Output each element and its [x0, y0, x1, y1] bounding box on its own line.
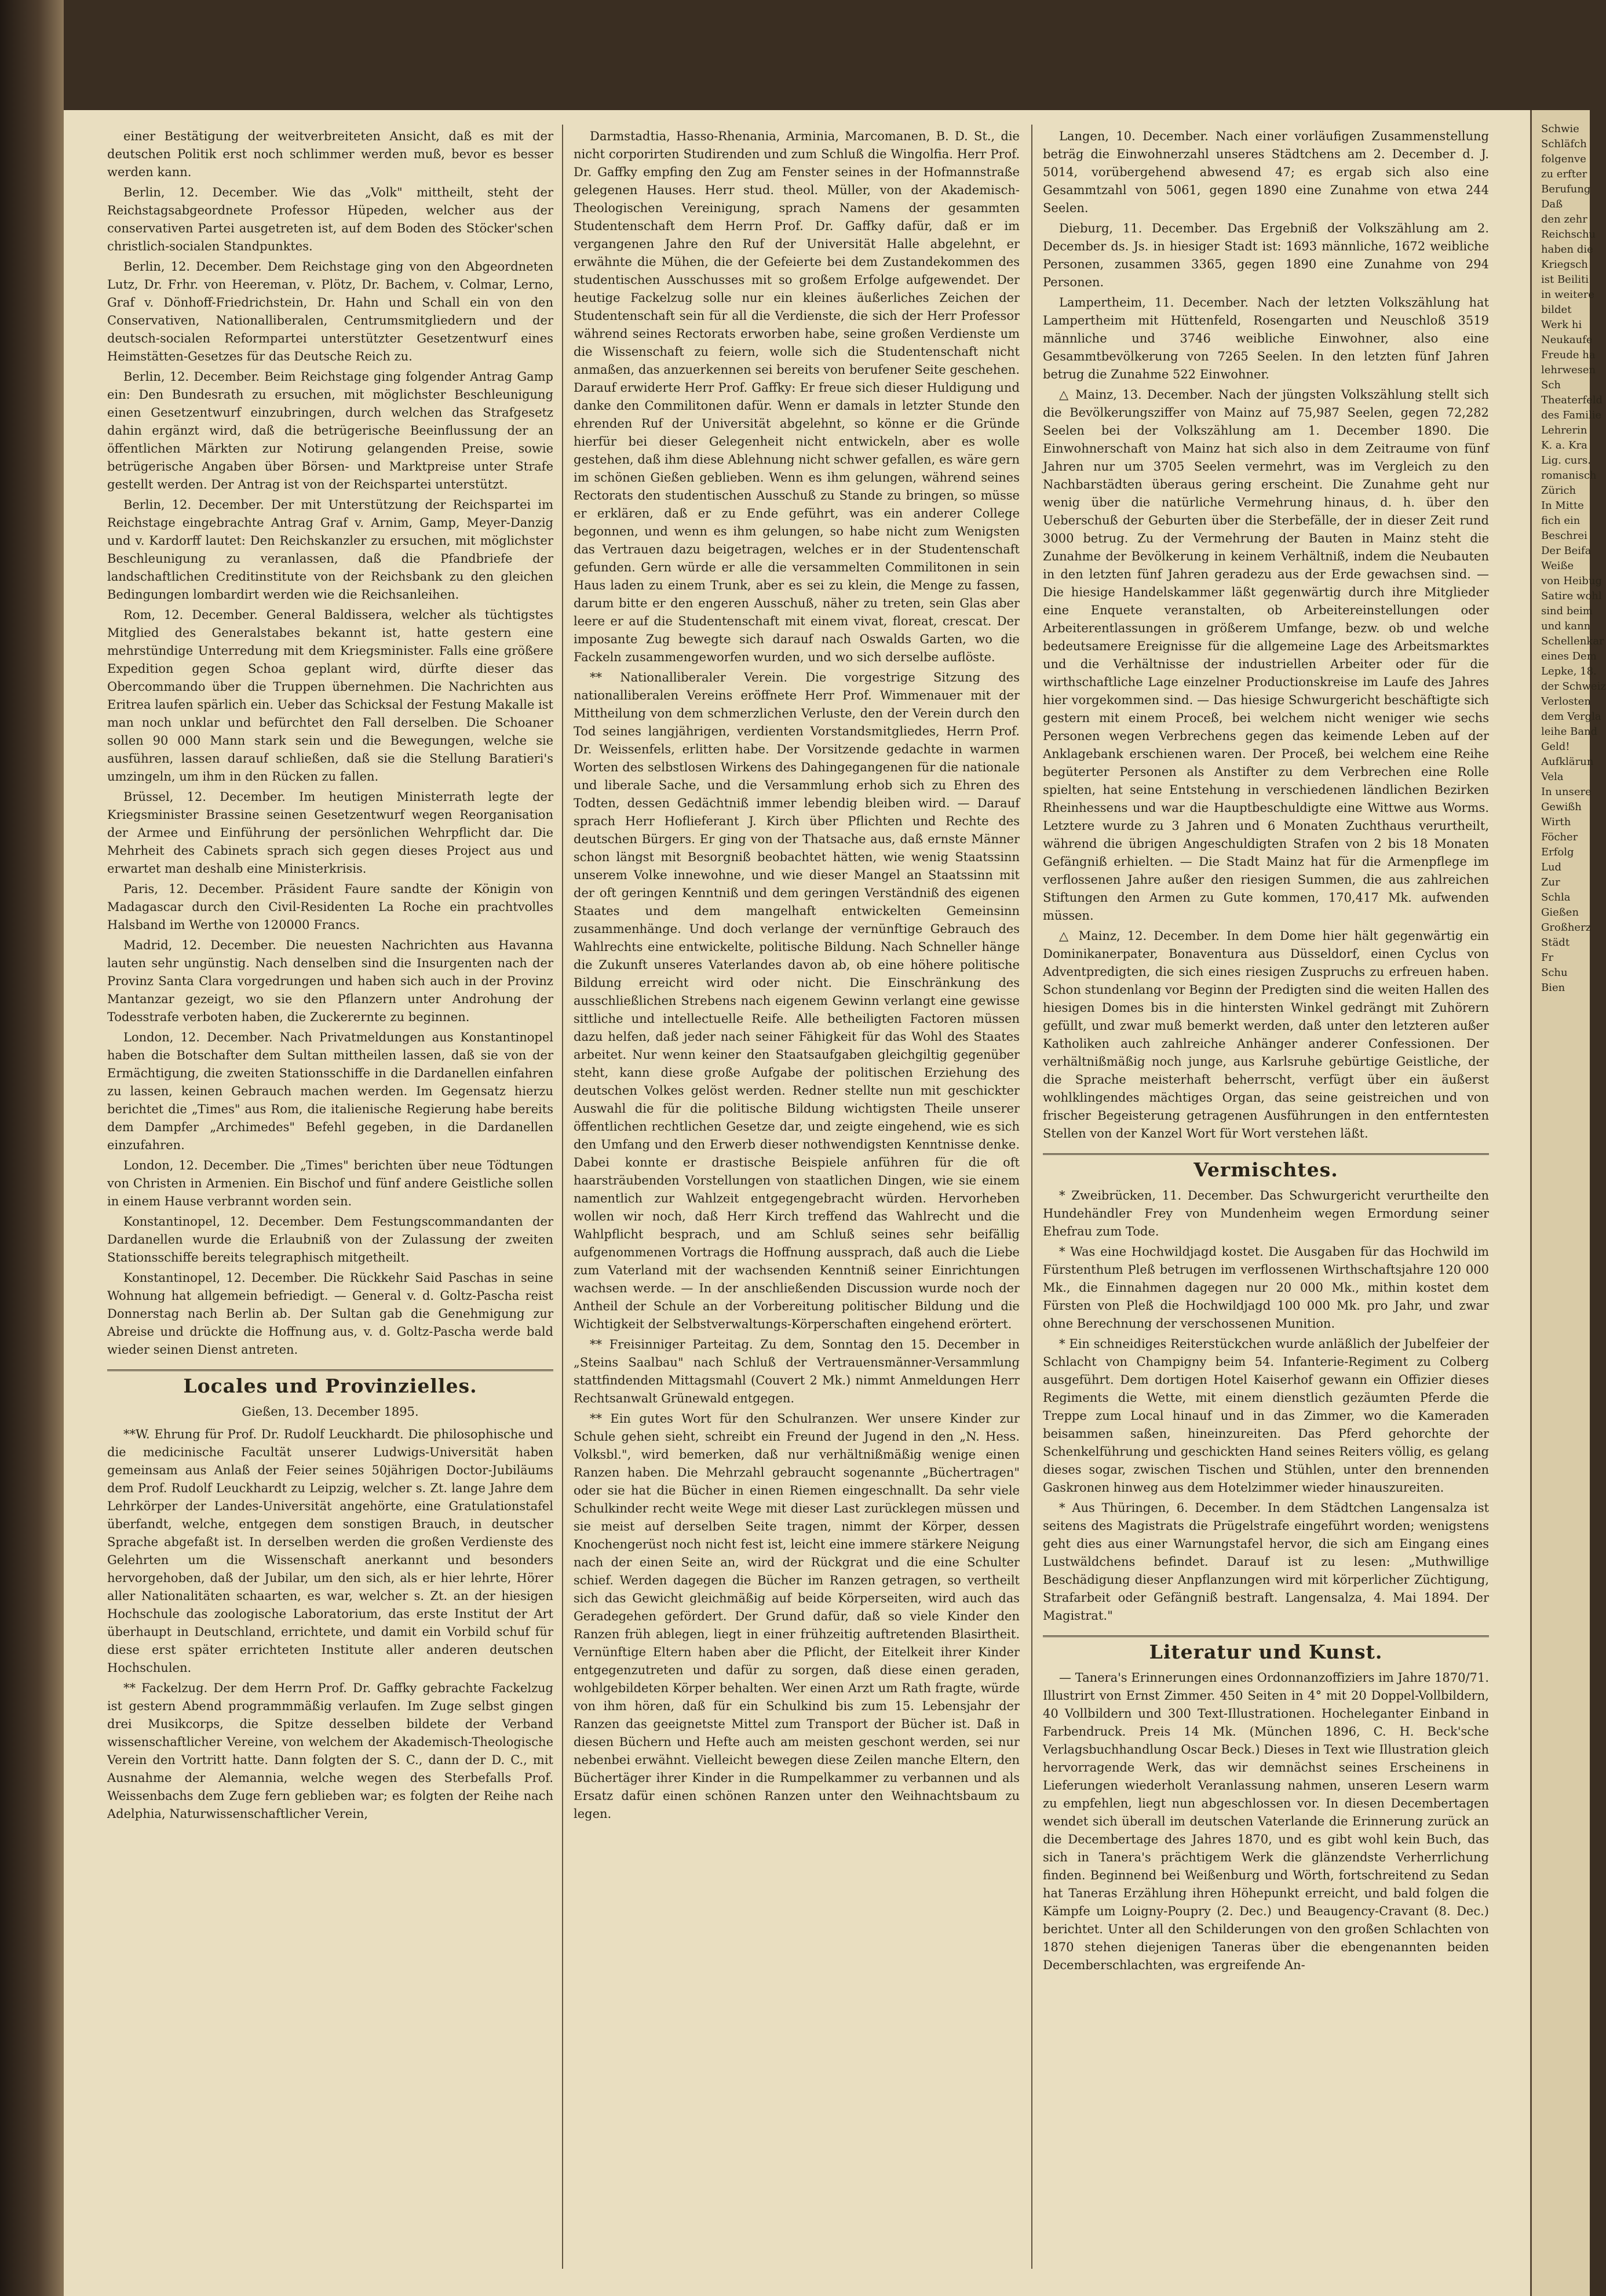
side-strip-line: Zürich: [1541, 484, 1576, 497]
side-strip-line: Reichschu: [1541, 228, 1596, 240]
section-heading-vermischtes: Vermischtes.: [1043, 1153, 1489, 1179]
side-strip-line: Lig. curs.: [1541, 454, 1591, 467]
column-rule: [1031, 125, 1032, 2269]
side-strip-line: Schla: [1541, 891, 1571, 903]
side-strip-line: fich ein: [1541, 515, 1581, 527]
side-strip-line: leihe Band: [1541, 726, 1598, 738]
side-strip-line: Beschrei: [1541, 530, 1587, 542]
side-strip-line: Städt: [1541, 936, 1570, 949]
article: Konstantinopel, 12. December. Dem Festungscommandanten der Dardanellen wurde die Erlaubniß von der Zulassung der zweiten Stationsschiffe bereits telegraphisch mitgetheilt.: [107, 1215, 553, 1264]
side-strip-line: des Familie: [1541, 409, 1602, 421]
side-strip-line: Fr: [1541, 952, 1554, 964]
side-strip-line: in weitere: [1541, 289, 1595, 301]
article: Dieburg, 11. December. Das Ergebniß der Volkszählung am 2. December ds. Js. in hiesiger Stadt ist: 1693 männliche, 1672 weibliche Personen, zusammen 3365, gegen 1890 eine Zunahme von 294 Personen.: [1043, 221, 1489, 289]
side-strip-line: In unsere: [1541, 786, 1592, 798]
side-strip-line: Aufklärun: [1541, 756, 1594, 768]
article: Konstantinopel, 12. December. Die Rückkehr Said Paschas in seine Wohnung hat allgemein befriedigt. — General v. d. Goltz-Pascha reist Donnerstag nach Berlin ab. Der Sultan gab die Genehmigung zur Abreise und drückte die Hoffnung aus, v. d. Goltz-Pascha werde bald wieder seinen Dienst antreten.: [107, 1271, 553, 1357]
article: * Ein schneidiges Reiterstückchen wurde anläßlich der Jubelfeier der Schlacht von Champigny beim 54. Infanterie-Regiment zu Colberg ausgeführt. Dem dortigen Hotel Kaiserhof gewann ein Offizier dieses Regiments die Wette, mit einem dienstlich gezäumten Pferde die Treppe zum Local hinauf und in das Zimmer, wo die Kameraden beisammen saßen, hineinzureiten. Das Pferd gehorchte der Schenkelführung und geschickten Hand seines Reiters völlig, es gelang dieses sogar, zwischen Tischen und Stühlen, unter den brennenden Gaskronen hinweg aus dem Hotelzimmer wieder hinauszureiten.: [1043, 1337, 1489, 1495]
article: * Aus Thüringen, 6. December. In dem Städtchen Langensalza ist seitens des Magistrats die Prügelstrafe eingeführt worden; wenigstens geht dies aus einer Warnungstafel hervor, die sich am Eingang eines Lustwäldchens befindet. Darauf ist zu lesen: „Muthwillige Beschädigung dieser Anpflanzungen wird mit körperlicher Züchtigung, Strafarbeit oder Gefängniß bestraft. Langensalza, 4. Mai 1894. Der Magistrat.": [1043, 1501, 1489, 1623]
side-strip-line: Neukaufe: [1541, 334, 1593, 346]
next-page-fragment: [1541, 122, 1606, 996]
side-strip-line: Werk hi: [1541, 319, 1582, 331]
article: London, 12. December. Die „Times" berichten über neue Tödtungen von Christen in Armenien. Ein Bischof und fünf andere Geistliche sollen in einem Hause verbrannt worden sein.: [107, 1158, 553, 1208]
side-strip-line: Föcher: [1541, 831, 1578, 843]
side-strip-line: Satire wohl: [1541, 590, 1602, 602]
column-1: [107, 127, 553, 1825]
article: Rom, 12. December. General Baldissera, welcher als tüchtigstes Mitglied des Generalstabes bekannt ist, hatte gestern eine mehrstündige Unterredung mit dem Kriegsminister. Falls eine größere Expedition gegen Schoa geplant wird, dürfte dieser das Obercommando über die Truppen übernehmen. Die Nachrichten aus Eritrea laufen spärlich ein. Ueber das Schicksal der Festung Makalle ist man noch unklar und befürchtet den Fall derselben. Die Schoaner sollen 90 000 Mann stark sein und die Bewegungen, welche sie ausführen, lassen darauf schließen, daß sie die Stellung Baratieri's umzingeln, um ihm in den Rücken zu fallen.: [107, 608, 553, 783]
side-strip-line: Gießen: [1541, 906, 1579, 919]
column-2: [574, 127, 1020, 1825]
side-strip-line: Der Beifa: [1541, 545, 1592, 557]
side-strip-line: folgenve: [1541, 153, 1586, 165]
article: * Zweibrücken, 11. December. Das Schwurgericht verurtheilte den Hundehändler Frey von Mundenheim wegen Ermordung seiner Ehefrau zum Tode.: [1043, 1189, 1489, 1238]
side-strip-line: Erfolg: [1541, 846, 1574, 858]
side-strip-line: Theaterfeld: [1541, 394, 1603, 406]
article: Darmstadtia, Hasso-Rhenania, Arminia, Marcomanen, B. D. St., die nicht corporirten Studirenden und zum Schluß die Wingolfia. Herr Prof. Dr. Gaffky empfing den Zug am Fenster seines in der Hofmannstraße gelegenen Hauses. Herr stud. theol. Müller, von der Akademisch-Theologischen Vereinigung, sprach Namens der gesammten Studentenschaft dem Herrn Prof. Dr. Gaffky dafür, daß er im vergangenen Jahre den Ruf der Universität Halle abgelehnt, er erwähnte die Mühen, die der Gefeierte bei dem Zustandekommen des studentischen Ausschusses mit so großem Erfolge aufgewendet. Der heutige Fackelzug solle nur ein kleines äußerliches Zeichen der Studentenschaft sein für all die Verdienste, die sich der Herr Professor während seines Rectorats erworben habe, seine großen Verdienste um die Wissenschaft zu feiern, wolle sich die Studentenschaft nicht anmaßen, das anzuerkennen sei bereits von berufener Seite geschehen. Darauf erwiderte Herr Prof. Gaffky: Er freue sich dieser Huldigung und danke den Commilitonen dafür. Wenn er damals in letzter Stunde den ehrenden Ruf der Universität abgelehnt, so könne er die Gründe hierfür bei dieser Gelegenheit nicht entwickeln, aber es wolle gestehen, daß ihm diese Ablehnung nicht schwer gefallen, es wäre gern im schönen Gießen geblieben. Wenn es ihm gelungen, während seines Rectorats den studentischen Ausschuß zu Stande zu bringen, so müsse er erklären, daß er zu Ende geführt, was ein anderer College begonnen, und wenn es ihm gelungen, so habe nicht zum Wenigsten das Vertrauen dazu beigetragen, welches er in der Studentenschaft gefunden. Gern würde er alle die versammelten Commilitonen in sein Haus laden zu einem Trunk, aber es sei zu klein, die Menge zu fassen, darum bitte er den engeren Ausschuß, näher zu treten, sein Glas aber leere er auf die Studentenschaft mit einem vivat, floreat, crescat. Der imposante Zug bewegte sich darauf nach Oswalds Garten, wo die Fackeln zusammengeworfen wurden, und wo sich derselbe auflöste.: [574, 129, 1020, 664]
side-strip-line: Geld!: [1541, 741, 1570, 753]
article: ** Ein gutes Wort für den Schulranzen. Wer unsere Kinder zur Schule gehen sieht, schreibt ein Freund der Jugend in den „N. Hess. Volksbl.", wird bemerken, daß nur verhältnißmäßig wenige einen Ranzen haben. Die Mehrzahl gebraucht sogenannte „Büchertragen" oder sie hat die Bücher in einen Riemen eingeschnallt. Da sehr viele Schulkinder recht weite Wege mit dieser Last zurücklegen müssen und sie meist auf derselben Seite tragen, nimmt der Körper, dessen Knochengerüst noch nicht fest ist, leicht eine immere stärkere Neigung nach der einen Seite an, wird der Rückgrat und die eine Schulter schief. Werden dagegen die Bücher im Ranzen getragen, so vertheilt sich das Gewicht gleichmäßig auf beide Körperseiten, wird auch das Geradegehen gefördert. Der Grund dafür, daß so viele Kinder den Ranzen früh ablegen, liegt in einer frühzeitig auftretenden Blasirtheit. Vernünftige Eltern haben aber die Pflicht, der Eitelkeit ihrer Kinder entgegenzutreten und dafür zu sorgen, daß diese einen geraden, wohlgebildeten Körper behalten. Wer einen Arzt um Rath fragte, würde von ihm hören, daß für ein Schulkind bis zum 15. Lebensjahr der Ranzen das geeignetste Mittel zum Transport der Bücher ist. Daß in diesen Büchern und Hefte auch am meisten geschont werden, sei nur nebenbei erwähnt. Vielleicht bewegen diese Zeilen manche Eltern, den Büchertäger ihrer Kinder in die Rumpelkammer zu verbannen und als Ersatz dafür einen schönen Ranzen unter den Weihnachtsbaum zu legen.: [574, 1412, 1020, 1821]
column-3: [1043, 127, 1489, 1977]
side-strip-line: Berufung: [1541, 183, 1591, 195]
side-strip-line: sind beim: [1541, 605, 1593, 617]
side-strip-line: den zehr: [1541, 213, 1587, 225]
side-strip-line: Zur: [1541, 876, 1560, 888]
article: △ Mainz, 13. December. Nach der jüngsten Volkszählung stellt sich die Bevölkerungsziffer von Mainz auf 75,987 Seelen, gegen 72,282 Seelen bei der Volkszählung am 1. December 1890. Die Einwohnerschaft von Mainz hat sich also in dem Zeitraume von fünf Jahren nur um 3705 Seelen vermehrt, was im Vergleich zu den Nachbarstädten überaus gering erscheint. Die Zunahme geht nur wenig über die natürliche Vermehrung hinaus, d. h. über den Ueberschuß der Geburten über die Sterbefälle, der in dieser Zeit rund 3000 betrug. Zu der Vermehrung der Bauten in Mainz steht die Zunahme der Bevölkerung in keinem Verhältniß, indem die Neubauten in den letzten fünf Jahren geradezu aus der Erde gewachsen sind. — Die hiesige Handelskammer läßt gegenwärtig durch ihre Mitglieder eine Enquete veranstalten, ob Arbeitereinstellungen oder Arbeiterentlassungen in größerem Umfange, bezw. ob und welche bedeutsamere Ereignisse für die allgemeine Lage des Arbeitsmarktes und die Verhältnisse der industriellen Arbeiter oder für die wirthschaftliche Lage einzelner Productionskreise im Laufe des Jahres hier vorgekommen sind. — Das hiesige Schwurgericht beschäftigte sich gestern mit einem Proceß, bei welchem nicht weniger wie sechs Personen wegen Verbrechens gegen das keimende Leben auf der Anklagebank erschienen waren. Der Proceß, bei welchem eine Reihe begüterter Personen als Anstifter zu dem Verbrechen eine Rolle spielten, hat seine Entstehung in verschiedenen ländlichen Bezirken Rheinhessens und war die Hauptbeschuldigte eine Wittwe aus Worms. Letztere wurde zu 3 Jahren und 6 Monaten Zuchthaus verurtheilt, während die übrigen Angeschuldigten Strafen von 2 bis 18 Monaten Gefängniß erhielten. — Die Stadt Mainz hat für die Armenpflege im verflossenen Jahre außer den riesigen Summen, die aus zahlreichen Stiftungen den Armen zu Gute kommen, 170,417 Mk. aufwenden müssen.: [1043, 388, 1489, 923]
article: * Was eine Hochwildjagd kostet. Die Ausgaben für das Hochwild im Fürstenthum Pleß betrugen im verflossenen Wirthschaftsjahre 120 000 Mk., die Einnahmen dagegen nur 20 000 Mk., mithin kostet dem Fürsten von Pleß die Hochwildjagd 100 000 Mk. pro Jahr, und zwar ohne Berechnung der verschossenen Munition.: [1043, 1245, 1489, 1331]
dateline: Gießen, 13. December 1895.: [242, 1405, 419, 1419]
side-strip-line: K. a. Kra: [1541, 439, 1587, 451]
article: Berlin, 12. December. Wie das „Volk" mittheilt, steht der Reichstagsabgeordnete Professor Hüpeden, welcher aus der conservativen Partei ausgetreten ist, auf dem Boden des Stöcker'schen christlich-socialen Standpunktes.: [107, 185, 553, 253]
article: Paris, 12. December. Präsident Faure sandte der Königin von Madagascar durch den Civil-Residenten La Roche ein prachtvolles Halsband im Werthe von 120000 Francs.: [107, 882, 553, 932]
binding-gutter: [0, 0, 64, 2296]
column-rule: [562, 125, 563, 2269]
side-strip-line: Verlosten: [1541, 695, 1591, 708]
side-strip-line: Gewißh: [1541, 801, 1582, 813]
side-strip-line: ist Beiliti: [1541, 274, 1589, 286]
side-strip-line: Sch: [1541, 379, 1561, 391]
article: Lampertheim, 11. December. Nach der letzten Volkszählung hat Lampertheim mit Hüttenfeld, Rosengarten und Neuschloß 3519 männliche und 3746 weibliche Einwohner, also eine Gesammtbevölkerung von 7265 Seelen. In den letzten fünf Jahren betrug die Zunahme 522 Einwohner.: [1043, 296, 1489, 381]
article: △ Mainz, 12. December. In dem Dome hier hält gegenwärtig ein Dominikanerpater, Bonaventura aus Düsseldorf, einen Cyclus von Adventpredigten, die sich eines riesigen Zuspruchs zu erfreuen haben. Schon stundenlang vor Beginn der Predigten sind die weiten Hallen des hiesigen Domes bis in die hintersten Winkel gedrängt mit Zuhörern gefüllt, und zwar muß bemerkt werden, daß unter den letzteren außer Katholiken auch zahlreiche Anhänger anderer Confessionen. Der verhältnißmäßig noch junge, aus Karlsruhe gebürtige Geistliche, der die Sprache meisterhaft beherrscht, verfügt über ein äußerst wohlklingendes mächtiges Organ, das seine geistreichen und von frischer Begeisterung getragenen Ausführungen in den entferntesten Stellen von der Kanzel Wort für Wort verstehen läßt.: [1043, 929, 1489, 1140]
article: ** Freisinniger Parteitag. Zu dem, Sonntag den 15. December in „Steins Saalbau" nach Schluß der Vertrauensmänner-Versammlung stattfindenden Mittagsmahl (Couvert 2 Mk.) nimmt Anmeldungen Herr Rechtsanwalt Grünewald entgegen.: [574, 1337, 1020, 1405]
side-strip-line: zu erfter: [1541, 168, 1587, 180]
side-strip-line: Wirth: [1541, 816, 1571, 828]
side-strip-line: Schwie: [1541, 123, 1579, 135]
section-heading-literatur: Literatur und Kunst.: [1043, 1635, 1489, 1661]
side-strip-line: von Heibug: [1541, 575, 1603, 587]
side-strip-line: Vela: [1541, 771, 1564, 783]
article: ** Nationalliberaler Verein. Die vorgestrige Sitzung des nationalliberalen Vereins eröffnete Herr Prof. Wimmenauer mit der Mittheilung von dem schmerzlichen Verluste, den der Verein durch den Tod seines langjährigen, verdienten Vorstandsmitgliedes, Herrn Prof. Dr. Weissenfels, erlitten habe. Der Vorsitzende gedachte in warmen Worten des selbstlosen Wirkens des Dahingegangenen für die nationale und liberale Sache, und die Versammlung erhob sich zu Ehren des Todten, dessen Gedächtniß immer lebendig bleiben wird. — Darauf sprach Herr Hoflieferant J. Kirch über Pflichten und Rechte des deutschen Bürgers. Er ging von der Thatsache aus, daß ernste Männer schon längst mit Besorgniß beobachtet hätten, wie wenig Staatssinn unserem Volke innewohne, und wie dieser Mangel an Staatssinn mit der oft geringen Kenntniß und dem geringen Verständniß des eigenen Staates und dem mangelhaft entwickelten Gemeinsinn zusammenhänge. Und doch verlange der vernünftige Gebrauch des Wahlrechts eine entwickelte, politische Bildung. Nach Schneller hänge die Zukunft unseres Vaterlandes davon ab, ob eine höhere politische Bildung erreicht wird oder nicht. Die Einschränkung des ausschließlichen Strebens nach eigenem Gewinn verlangt eine gewisse sittliche und intellectuelle Reife. Alle betheiligten Factoren müssen dazu helfen, daß jeder nach seiner Fähigkeit für das Wohl des Staates arbeitet. Nur wenn keiner den Staatsaufgaben gleichgiltig gegenüber steht, kann diese große Aufgabe der politischen Erziehung des deutschen Volkes gelöst werden. Redner stellte nun mit geschickter Auswahl die für die politische Bildung wichtigsten Theile unserer öffentlichen rechtlichen Gesetze dar, und zeigte eingehend, wie es sich den Umfang und den Erwerb dieser nothwendigsten Kenntnisse denke. Dabei konnte er drastische Beispiele anführen für die oft haarsträubenden Vorstellungen von staatlichen Dingen, wie sie einem namentlich zur Wahlzeit entgegengebracht würden. Hervorheben wollen wir noch, daß Herr Kirch treffend das Wahlrecht und die Wahlpflicht besprach, und am Schluß seines sehr beifällig aufgenommenen Vortrags die Hoffnung aussprach, daß auch die Liebe zum Vaterland mit der wachsenden Kenntniß seiner Einrichtungen wachsen werde. — In der anschließenden Discussion wurde noch der Antheil der Schule an der Vorbereitung politischer Bildung und die Wichtigkeit der Selbstverwaltungs-Körperschaften eingehend erörtert.: [574, 670, 1020, 1331]
article: ** Fackelzug. Der dem Herrn Prof. Dr. Gaffky gebrachte Fackelzug ist gestern Abend programmmäßig verlaufen. Im Zuge selbst gingen drei Musikcorps, die Spitze desselben bildete der Verband wissenschaftlicher Vereine, von welchem der Akademisch-Theologische Verein den Vortritt hatte. Dann folgten der S. C., dann der D. C., mit Ausnahme der Alemannia, welche wegen des Sterbefalls Prof. Weissenbachs dem Zuge fern geblieben war; es folgten der Reihe nach Adelphia, Naturwissenschaftlicher Verein,: [107, 1681, 553, 1821]
article: Brüssel, 12. December. Im heutigen Ministerrath legte der Kriegsminister Brassine seinen Gesetzentwurf wegen Reorganisation der Armee und Einführung der persönlichen Wehrpflicht dar. Die Mehrheit des Cabinets sprach sich gegen dieses Project aus und erwartet man deshalb eine Ministerkrisis.: [107, 790, 553, 876]
side-strip-line: der Schweiz: [1541, 680, 1606, 693]
section-heading-locales: Locales und Provinzielles.: [107, 1369, 553, 1395]
side-strip-line: Daß: [1541, 198, 1563, 210]
side-strip-line: und kann: [1541, 620, 1591, 632]
article: Berlin, 12. December. Beim Reichstage ging folgender Antrag Gamp ein: Den Bundesrath zu ersuchen, mit möglichster Beschleunigung einen Gesetzentwurf einzubringen, durch welchen das Strafgesetz dahin ergänzt wird, daß die betrügerische Beeinflussung der an öffentlichen Märkten zur Notirung gelangenden Preise, sowie betrügerische Angaben über Börsen- und Marktpreise unter Strafe gestellt werden. Der Antrag ist von der Reichspartei unterstützt.: [107, 370, 553, 491]
article: **W. Ehrung für Prof. Dr. Rudolf Leuckhardt. Die philosophische und die medicinische Facultät unserer Ludwigs-Universität haben gemeinsam aus Anlaß der Feier seines 50jährigen Doctor-Jubiläums dem Prof. Rudolf Leuckhardt zu Leipzig, welcher s. Zt. lange Jahre dem Lehrkörper der Landes-Universität angehörte, eine Gratulationstafel überfandt, welche, entgegen dem sonstigen Brauch, in deutscher Sprache abgefaßt ist. In derselben werden die großen Verdienste des Gelehrten um die Wissenschaft anerkannt und besonders hervorgehoben, daß der Jubilar, um den sich, als er hier lehrte, Hörer aller Nationalitäten schaarten, es war, welcher s. Zt. an der hiesigen Hochschule das zoologische Laboratorium, das erste Institut der Art überhaupt in Deutschland, errichtete, und damit ein Vorbild schuf für diese erst später errichteten Institute aller anderen deutschen Hochschulen.: [107, 1427, 553, 1675]
side-strip-line: Freude ha: [1541, 349, 1596, 361]
side-strip-line: Lehrerin: [1541, 424, 1587, 436]
side-strip-line: Lepke, 18.: [1541, 665, 1597, 677]
side-strip-line: Kriegsch: [1541, 258, 1588, 271]
side-strip-line: Großherz: [1541, 921, 1592, 934]
side-strip-line: eines Dem: [1541, 650, 1597, 662]
article: Berlin, 12. December. Dem Reichstage ging von den Abgeordneten Lutz, Dr. Frhr. von Heereman, v. Plötz, Dr. Bachem, v. Colmar, Lerno, Graf v. Dönhoff-Friedrichstein, Dr. Hahn und Schall ein von den Conservativen, Nationalliberalen, Centrumsmitgliedern und der deutsch-socialen Reformpartei unterstützter Gesetzentwurf eines Heimstätten-Gesetzes für das Deutsche Reich zu.: [107, 260, 553, 363]
article: einer Bestätigung der weitverbreiteten Ansicht, daß es mit der deutschen Politik erst noch schlimmer werden muß, bevor es besser werden kann.: [107, 129, 553, 179]
side-strip-line: dem Vergla: [1541, 710, 1601, 723]
side-strip-line: Schellenkar: [1541, 635, 1604, 647]
article: — Tanera's Erinnerungen eines Ordonnanzoffiziers im Jahre 1870/71. Illustrirt von Ernst Zimmer. 450 Seiten in 4° mit 20 Doppel-Vollbildern, 40 Vollbildern und 300 Text-Illustrationen. Hocheleganter Einband in Farbendruck. Preis 14 Mk. (München 1896, C. H. Beck'sche Verlagsbuchhandlung Oscar Beck.) Dieses in Text wie Illustration gleich hervorragende Werk, das wir demnächst seines Erscheinens in Lieferungen wiederholt Veranlassung nahmen, unseren Lesern warm zu empfehlen, liegt nun abgeschlossen vor. In diesen Decembertagen wendet sich überall im deutschen Vaterlande die Erinnerung zurück an die Decembertage des Jahres 1870, und es gibt wohl kein Buch, das sich in Tanera's prächtigem Werk die glänzendste Verherrlichung finden. Beginnend bei Weißenburg und Wörth, fortschreitend zu Sedan hat Taneras Erzählung ihren Höhepunkt erreicht, und bald folgen die Kämpfe um Loigny-Poupry (2. Dec.) und Beaugency-Cravant (8. Dec.) berichtet. Unter all den Schilderungen von den großen Schlachten von 1870 stehen diejenigen Taneras über die ebengenannten beiden Decemberschlachten, was ergreifende An-: [1043, 1671, 1489, 1972]
side-strip-line: Weiße: [1541, 560, 1574, 572]
article: Langen, 10. December. Nach einer vorläufigen Zusammenstellung beträg die Einwohnerzahl unseres Städtchens am 2. December d. J. 5014, vorübergehend abwesend 47; es ergab sich also eine Gesammtzahl von 5061, gegen 1890 eine Zunahme von etwa 244 Seelen.: [1043, 129, 1489, 215]
side-strip-line: Lud: [1541, 861, 1562, 873]
side-strip-line: romanisch: [1541, 469, 1597, 482]
side-strip-line: haben die: [1541, 243, 1593, 256]
side-strip-line: In Mitte: [1541, 500, 1584, 512]
side-strip-line: Bien: [1541, 982, 1565, 994]
side-strip-line: Schläfch: [1541, 138, 1587, 150]
side-strip-line: lehrwesen: [1541, 364, 1596, 376]
newspaper-page: [64, 110, 1530, 2296]
article: London, 12. December. Nach Privatmeldungen aus Konstantinopel haben die Botschafter dem Sultan mittheilen lassen, daß sie von der Ermächtigung, die zweiten Stationsschiffe in die Dardanellen einfahren zu lassen, keinen Gebrauch machen werden. Im Gegensatz hierzu berichtet die „Times" aus Rom, die italienische Regierung habe bereits dem Dampfer „Archimedes" Befehl gegeben, in die Dardanellen einzufahren.: [107, 1030, 553, 1152]
side-strip-line: Schu: [1541, 967, 1568, 979]
article: Berlin, 12. December. Der mit Unterstützung der Reichspartei im Reichstage eingebrachte Antrag Graf v. Arnim, Gamp, Meyer-Danzig und v. Kardorff lautet: Den Reichskanzler zu ersuchen, mit möglichster Beschleunigung zu veranlassen, daß die Pfandbriefe der landschaftlichen Creditinstitute von der Reichsbank zu den gleichen Bedingungen lombardirt werden wie die Reichsanleihen.: [107, 498, 553, 602]
article: Madrid, 12. December. Die neuesten Nachrichten aus Havanna lauten sehr ungünstig. Nach denselben sind die Insurgenten nach der Provinz Santa Clara vorgedrungen und haben sich auch in der Provinz Mantanzar gezeigt, wo sie den Pflanzern unter Androhung der Todesstrafe verboten haben, die Zuckerernte zu beginnen.: [107, 938, 553, 1024]
side-strip-line: bildet: [1541, 304, 1572, 316]
